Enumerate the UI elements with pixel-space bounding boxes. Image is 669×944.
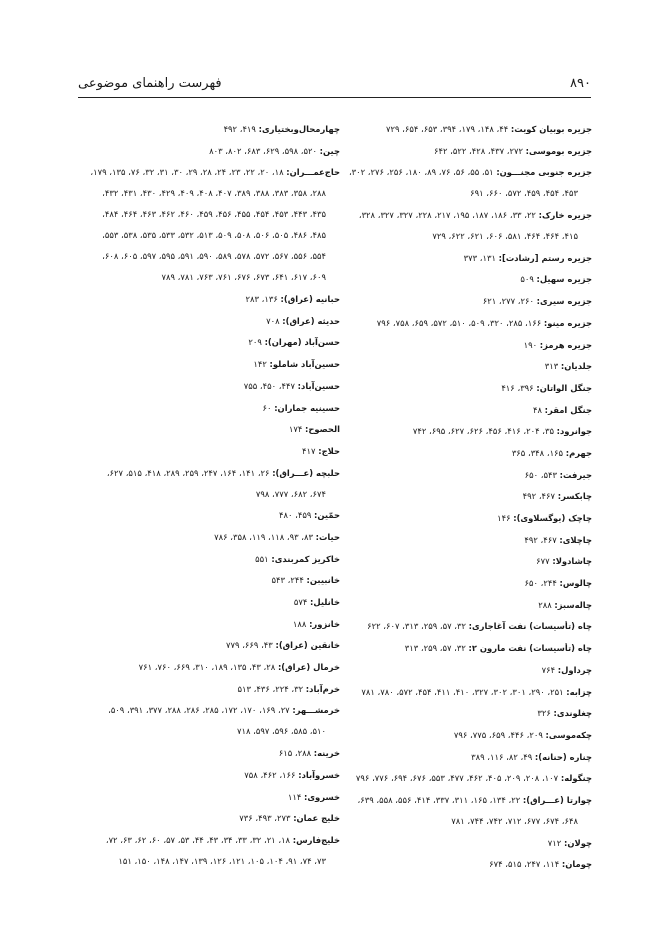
index-pages: ۴۵۹، ۴۸۰ [278, 510, 315, 521]
index-entry-line [78, 684, 340, 695]
index-term: چزابه: [566, 686, 592, 697]
index-entry-continuation: ۷۳، ۷۴، ۹۱، ۱۰۴، ۱۰۵، ۱۲۱، ۱۲۶، ۱۳۹، ۱۴۷، ۱۴۸، ۱۵۰، ۱۵۱ [118, 855, 326, 866]
index-term: جنگل الواتان: [536, 382, 592, 393]
index-entry [78, 748, 340, 759]
index-pages: ۱۳۱، ۳۷۳ [463, 252, 499, 263]
index-pages: ۱۸، ۲۰، ۲۲، ۲۳، ۲۴، ۲۸، ۲۹، ۳۰، ۳۱، ۳۲، ۷۶، ۱۳۵، ۱۷۹، [90, 167, 287, 178]
index-pages: ۱۸۸ [292, 618, 310, 629]
index-pages: ۲۰۹ [248, 337, 265, 348]
index-pages: ۳۲، ۵۷، ۲۵۹، ۳۱۳، ۶۰۷، ۶۲۲ [367, 621, 469, 632]
index-term: خانبیبن: [306, 575, 340, 586]
index-entry-line [330, 296, 592, 307]
index-entry-line [330, 556, 592, 567]
index-pages: ۳۵، ۲۰۴، ۴۱۶، ۴۵۶، ۶۲۶، ۶۲۷، ۶۹۵، ۷۴۲ [412, 426, 557, 437]
index-entry-line [78, 619, 340, 630]
index-pages: ۲۷، ۱۶۹، ۱۷۰، ۱۷۲، ۲۸۵، ۲۸۶، ۲۸۸، ۳۷۷، ۳۹۱، ۵۰۹، [108, 705, 293, 716]
index-term: خلیج عمان: [293, 813, 340, 824]
index-entry-continuation: ۶۰۹، ۶۱۷، ۶۴۱، ۶۷۳، ۶۷۶، ۷۶۱، ۷۶۳، ۷۸۱، ۷۸۹ [161, 272, 326, 283]
index-term: خسروی: [304, 791, 340, 802]
index-term: چابکسر: [557, 491, 592, 502]
index-entry-line [78, 337, 340, 348]
index-entry [78, 124, 340, 135]
index-pages: ۲۸۸، ۶۱۵ [278, 748, 314, 759]
index-entry-continuation: ۶۷۴، ۶۸۲، ۷۷۷، ۷۹۸ [255, 488, 326, 499]
index-pages: ۲۴۴، ۶۵۰ [524, 578, 560, 589]
index-entry-line [78, 510, 340, 521]
index-term: الحصوح: [305, 424, 340, 435]
index-entry-line [330, 513, 592, 524]
index-entry-line [78, 554, 340, 565]
index-entry-line [330, 838, 592, 849]
index-pages: ۲۵۱، ۲۹۰، ۳۰۱، ۳۰۲، ۳۲۷، ۴۱۰، ۴۱۱، ۴۵۴، ۵۷۲، ۷۸۰، ۷۸۱ [361, 686, 567, 697]
index-entry [330, 513, 592, 524]
index-entry-continuation: ۲۸۸، ۳۵۸، ۳۸۳، ۳۸۸، ۳۸۹، ۴۰۷، ۴۰۸، ۴۰۹، ۴۲۹، ۴۳۰، ۴۳۱، ۴۳۲، [102, 188, 326, 199]
index-term: چهارمحال‌وبختیاری: [258, 124, 340, 134]
index-term: چغلوندی: [553, 708, 592, 719]
index-entry [78, 532, 340, 543]
index-entry-line [330, 253, 592, 264]
index-term: چوارتا (عـــراق): [522, 794, 592, 805]
index-pages: ۴۱۷ [302, 445, 319, 456]
index-term: چاچک (یوگسلاوی): [513, 513, 592, 523]
index-term: جهرم: [565, 447, 592, 458]
index-entry-line [330, 274, 592, 285]
index-entry [78, 835, 340, 867]
index-term: حبانیه (عراق): [280, 294, 340, 305]
index-term: چاله‌سبز: [554, 599, 592, 610]
index-entry [78, 705, 340, 737]
index-term: جزیره رستم [رشادت]: [498, 252, 592, 263]
index-entry-line [78, 294, 340, 305]
index-pages: ۴۴۷، ۴۵۰، ۷۵۵ [243, 380, 298, 391]
index-entry [330, 535, 592, 546]
index-term: چنگوله: [560, 773, 592, 784]
index-entry [78, 640, 340, 651]
index-entry-line [78, 597, 340, 608]
index-entry [330, 426, 592, 437]
index-pages: ۴۶۷، ۴۹۲ [522, 491, 558, 502]
index-entry [330, 383, 592, 394]
index-entry-line [330, 687, 592, 698]
index-entry-line [78, 359, 340, 370]
index-entry [78, 146, 340, 157]
index-entry-line [78, 468, 340, 479]
index-entry-line [330, 773, 592, 784]
index-term: جزیره مینو: [543, 317, 592, 328]
index-pages: ۲۸، ۴۳، ۱۳۵، ۱۸۹، ۳۱۰، ۶۶۹، ۷۶۰، ۷۶۱ [138, 662, 278, 673]
index-pages: ۲۴۴، ۵۴۳ [271, 575, 307, 586]
index-pages: ۵۵۱ [255, 553, 272, 564]
index-pages: ۱۶۵، ۳۴۸، ۳۶۵ [511, 447, 566, 458]
index-entry-line [78, 770, 340, 781]
index-entry-line [78, 705, 340, 716]
index-column-left [78, 124, 340, 878]
index-pages: ۷۰۸ [266, 315, 283, 326]
index-term: چین: [319, 145, 340, 156]
index-entry [78, 510, 340, 521]
index-pages: ۶۰ [262, 402, 275, 413]
index-term: خانقین (عراق): [275, 640, 340, 651]
index-entry-line [330, 621, 592, 632]
index-entry-line [330, 405, 592, 416]
index-term: جزیره سهیل: [536, 274, 592, 285]
index-term: حدیثه (عراق): [282, 315, 340, 326]
index-term: جنگل امقر: [544, 404, 592, 415]
index-term: چالوس: [559, 578, 592, 589]
index-entry [330, 773, 592, 784]
index-pages: ۱۷۴ [288, 424, 306, 435]
index-term: حاج‌عمـــران: [286, 167, 340, 178]
index-entry-continuation: ۴۳۵، ۴۴۳، ۴۵۳، ۴۵۴، ۴۵۵، ۴۵۶، ۴۵۹، ۴۶۰، ۴۶۲، ۴۶۳، ۴۶۴، ۴۸۴، [102, 209, 326, 220]
index-entry-line [330, 665, 592, 676]
index-pages: ۳۲، ۵۷، ۲۵۹، ۳۱۳ [404, 643, 469, 654]
index-term: حسین‌آباد شاملو: [269, 359, 340, 370]
index-pages: ۲۲، ۱۳۴، ۱۶۵، ۳۱۱، ۳۳۷، ۴۱۴، ۵۵۶، ۵۵۸، ۶۳۹، [357, 794, 523, 805]
index-pages: ۲۰۹، ۴۴۶، ۶۵۹، ۷۷۵، ۷۹۶ [453, 729, 546, 740]
index-entry [330, 167, 592, 199]
index-entry [330, 621, 592, 632]
index-entry-line [78, 446, 340, 457]
index-pages: ۲۶۰، ۲۷۷، ۶۲۱ [482, 296, 537, 307]
index-entry [78, 294, 340, 305]
index-pages: ۵۰۹ [520, 274, 537, 285]
index-pages: ۷۶۴ [541, 664, 558, 675]
index-entry [78, 619, 340, 630]
index-term: خانلیل: [310, 597, 340, 607]
index-entry-line [330, 383, 592, 394]
index-pages: ۲۷۳، ۴۹۳، ۷۳۶ [239, 813, 294, 824]
index-entry-continuation: ۴۸۵، ۴۸۶، ۵۰۵، ۵۰۶، ۵۰۸، ۵۰۹، ۵۱۳، ۵۳۲، ۵۳۳، ۵۳۵، ۵۳۸، ۵۵۳، [102, 230, 326, 241]
index-term: جلدیان: [560, 361, 592, 372]
index-entry-line [78, 792, 340, 803]
index-pages: ۴۱۹، ۴۹۲ [223, 124, 259, 134]
index-term: خاکریز کمربندی: [271, 553, 340, 564]
index-entry-continuation: ۵۱۰، ۵۸۵، ۵۹۶، ۵۹۷، ۷۱۸ [237, 726, 326, 737]
index-entry-line [330, 752, 592, 763]
index-entry-line [78, 381, 340, 392]
index-entry [330, 318, 592, 329]
index-pages: ۴۴، ۱۴۸، ۱۷۹، ۳۹۴، ۶۵۳، ۶۵۴، ۷۲۹ [385, 124, 511, 134]
index-entry [78, 359, 340, 370]
index-pages: ۲۸۸ [538, 599, 555, 610]
index-entry [78, 770, 340, 781]
index-entry-line [78, 167, 340, 178]
index-pages: ۱۸، ۲۱، ۳۲، ۳۳، ۳۴، ۴۳، ۴۴، ۵۳، ۵۷، ۶۰، ۶۲، ۶۳، ۷۲، [105, 834, 293, 845]
index-entry [330, 752, 592, 763]
index-entry-line [78, 424, 340, 435]
header-rule [78, 97, 591, 98]
index-entry-line [330, 340, 592, 351]
index-entry [78, 662, 340, 673]
index-pages: ۶۷۷ [536, 556, 553, 567]
index-entry [330, 643, 592, 654]
index-term: جزیره بوبیان کویت: [510, 124, 592, 134]
index-entry-line [330, 210, 592, 221]
index-entry [330, 124, 592, 135]
index-entry-line [330, 318, 592, 329]
index-term: جیرفت: [559, 469, 592, 480]
index-entry-line [330, 535, 592, 546]
index-term: چاچلای: [559, 534, 592, 545]
index-entry [78, 403, 340, 414]
index-entry [330, 253, 592, 264]
index-term: حیات: [315, 531, 340, 542]
index-pages: ۵۱، ۵۵، ۵۶، ۷۶، ۸۹، ۱۸۰، ۲۵۶، ۲۷۶، ۳۰۲، [348, 167, 497, 178]
index-pages: ۱۴۶ [497, 513, 514, 523]
index-term: چاه (تأسیسات) نفت آغاجاری: [468, 621, 592, 632]
index-column-right [330, 124, 592, 881]
index-term: چناره (حنانه): [534, 751, 592, 762]
index-entry [78, 792, 340, 803]
index-entry-line [78, 316, 340, 327]
index-term: خرم‌آباد: [305, 683, 340, 694]
index-term: خرمشـــهر: [292, 705, 340, 716]
index-pages: ۳۲، ۲۲۴، ۴۳۶، ۵۱۳ [237, 683, 306, 694]
index-term: خانزور: [309, 618, 340, 629]
index-term: چاشادولا: [552, 556, 592, 567]
index-pages: ۲۲، ۳۳، ۱۸۶، ۱۸۷، ۱۹۵، ۲۱۷، ۲۲۸، ۳۲۷، ۳۲۷، ۳۲۸، [358, 210, 539, 221]
index-entry-line [330, 124, 592, 135]
index-term: حلبچه (عـــراق): [272, 467, 340, 478]
index-term: جزیره سیری: [536, 296, 592, 307]
index-entry-line [78, 662, 340, 673]
index-pages: ۱۹۰ [523, 339, 540, 350]
index-term: خرمال (عراق): [277, 662, 340, 673]
index-entry-line [78, 748, 340, 759]
index-pages: ۱۱۴، ۲۴۷، ۵۱۵، ۶۷۴ [489, 859, 562, 870]
index-term: جزیره هرمز: [539, 339, 592, 350]
index-entry [330, 210, 592, 242]
index-entry [78, 446, 340, 457]
page-header [78, 76, 591, 96]
index-term: جوانرود: [556, 426, 592, 437]
index-pages: ۱۶۶، ۴۶۲، ۷۵۸ [244, 769, 299, 780]
index-entry-continuation: ۵۵۴، ۵۵۶، ۵۶۷، ۵۷۲، ۵۷۸، ۵۸۹، ۵۹۰، ۵۹۱، ۵۹۵، ۵۹۷، ۶۰۵، ۶۰۸، [102, 251, 326, 262]
index-entry-line [78, 146, 340, 157]
index-pages: ۴۸ [532, 404, 545, 415]
index-entry [330, 470, 592, 481]
index-term: چاه (تأسیسات) نفت مارون ۲: [468, 643, 592, 654]
index-entry-line [330, 146, 592, 157]
index-entry-line [78, 835, 340, 846]
index-entry [78, 684, 340, 695]
index-term: حمّین: [314, 510, 340, 521]
index-term: حسن‌آباد (مهران): [264, 337, 340, 348]
index-entry [330, 405, 592, 416]
index-entry [78, 381, 340, 392]
index-entry-line [330, 708, 592, 719]
index-entry-line [330, 167, 592, 178]
index-entry-continuation: ۴۱۵، ۴۶۴، ۴۶۴، ۵۸۱، ۶۰۶، ۶۲۱، ۶۲۲، ۷۲۹ [432, 231, 578, 242]
index-pages: ۱۶۶، ۲۸۵، ۳۲۰، ۵۰۹، ۵۱۰، ۵۷۲، ۶۵۹، ۷۵۸، ۷۹۶ [376, 317, 544, 328]
index-entry-line [330, 859, 592, 870]
index-entry-line [78, 575, 340, 586]
index-term: چرداول: [557, 664, 592, 675]
index-entry [78, 575, 340, 586]
index-pages: ۳۲۶ [537, 708, 554, 719]
index-term: حلاج: [318, 445, 340, 456]
index-entry [330, 274, 592, 285]
index-pages: ۳۹۶، ۴۱۶ [501, 382, 537, 393]
index-pages: ۴۳، ۶۶۹، ۷۷۹ [226, 640, 276, 651]
index-entry [330, 340, 592, 351]
index-term: جزیره خارک: [538, 210, 592, 221]
index-entry [78, 424, 340, 435]
index-entry [330, 600, 592, 611]
index-term: خرینه: [313, 748, 340, 759]
index-entry [330, 556, 592, 567]
index-entry-line [78, 640, 340, 651]
index-entry-line [78, 403, 340, 414]
index-entry [330, 730, 592, 741]
index-entry [78, 813, 340, 824]
index-term: خسروآباد: [298, 769, 340, 780]
index-entry [330, 578, 592, 589]
running-title: فهرست راهنمای موضوعی [78, 76, 222, 91]
index-term: جزیره بوموسی: [525, 145, 592, 156]
index-pages: ۵۷۴ [293, 597, 310, 607]
index-term: چولان: [563, 837, 592, 848]
index-entry [330, 146, 592, 157]
index-entry-line [330, 426, 592, 437]
index-entry [330, 838, 592, 849]
index-term: حسینیه جماران: [274, 402, 340, 413]
index-entry [78, 468, 340, 500]
index-pages: ۲۶، ۱۴۱، ۱۶۴، ۲۴۷، ۲۵۹، ۲۸۹، ۴۱۸، ۵۱۵، ۶۲۷، [106, 467, 273, 478]
index-pages: ۱۳۶، ۲۸۳ [245, 294, 281, 305]
index-pages: ۵۴۳، ۶۵۰ [524, 469, 560, 480]
index-entry-line [330, 600, 592, 611]
index-entry-line [330, 643, 592, 654]
index-entry [330, 859, 592, 870]
index-entry-line [78, 813, 340, 824]
index-entry [330, 665, 592, 676]
index-entry [78, 316, 340, 327]
index-entry [330, 361, 592, 372]
index-entry-line [330, 578, 592, 589]
index-entry-continuation: ۶۴۸، ۶۷۴، ۶۷۷، ۷۱۲، ۷۴۲، ۷۴۴، ۷۸۱ [451, 815, 578, 826]
index-entry-line [78, 124, 340, 135]
index-entry-line [330, 361, 592, 372]
index-pages: ۴۹، ۸۲، ۱۱۶، ۳۸۹ [471, 751, 535, 762]
index-term: خلیج‌فارس: [292, 834, 340, 845]
index-entry-line [330, 795, 592, 806]
index-pages: ۱۴۲ [253, 359, 270, 370]
index-pages: ۴۶۷، ۴۹۲ [524, 534, 560, 545]
index-term: چومان: [561, 859, 592, 870]
index-pages: ۱۱۴ [287, 791, 304, 802]
index-entry [78, 554, 340, 565]
index-term: جزیره جنوبی مجنـــون: [496, 167, 592, 178]
index-entry [330, 795, 592, 827]
index-entry-line [330, 730, 592, 741]
index-entry [330, 708, 592, 719]
index-pages: ۵۲۰، ۵۹۸، ۶۲۹، ۶۸۳، ۸۰۲، ۸۰۳ [209, 145, 320, 156]
index-entry [330, 448, 592, 459]
index-pages: ۳۱۳ [544, 361, 561, 372]
index-entry [78, 337, 340, 348]
index-pages: ۸۳، ۹۳، ۱۱۸، ۱۱۹، ۳۵۸، ۷۸۶ [214, 531, 316, 542]
index-pages: ۲۷۲، ۴۳۷، ۴۲۸، ۵۲۲، ۶۴۲ [433, 145, 526, 156]
index-entry-line [330, 470, 592, 481]
index-pages: ۷۱۲ [547, 837, 564, 848]
index-term: چکه‌موسی: [545, 729, 592, 740]
index-entry-line [330, 491, 592, 502]
index-entry [330, 491, 592, 502]
index-entry [330, 687, 592, 698]
index-entry-line [78, 532, 340, 543]
index-pages: ۱۰۷، ۲۰۸، ۲۰۹، ۴۰۵، ۴۶۲، ۴۷۷، ۵۵۳، ۶۷۶، ۶۹۴، ۷۷۶، ۷۹۶ [355, 773, 561, 784]
index-entry [330, 296, 592, 307]
index-term: حسین‌آباد: [297, 380, 340, 391]
page-number: ۸۹۰ [570, 76, 591, 91]
index-entry-continuation: ۴۵۳، ۴۵۴، ۴۵۹، ۵۷۲، ۶۶۰، ۶۹۱ [470, 188, 578, 199]
index-entry [78, 597, 340, 608]
index-entry-line [330, 448, 592, 459]
index-entry [78, 167, 340, 283]
